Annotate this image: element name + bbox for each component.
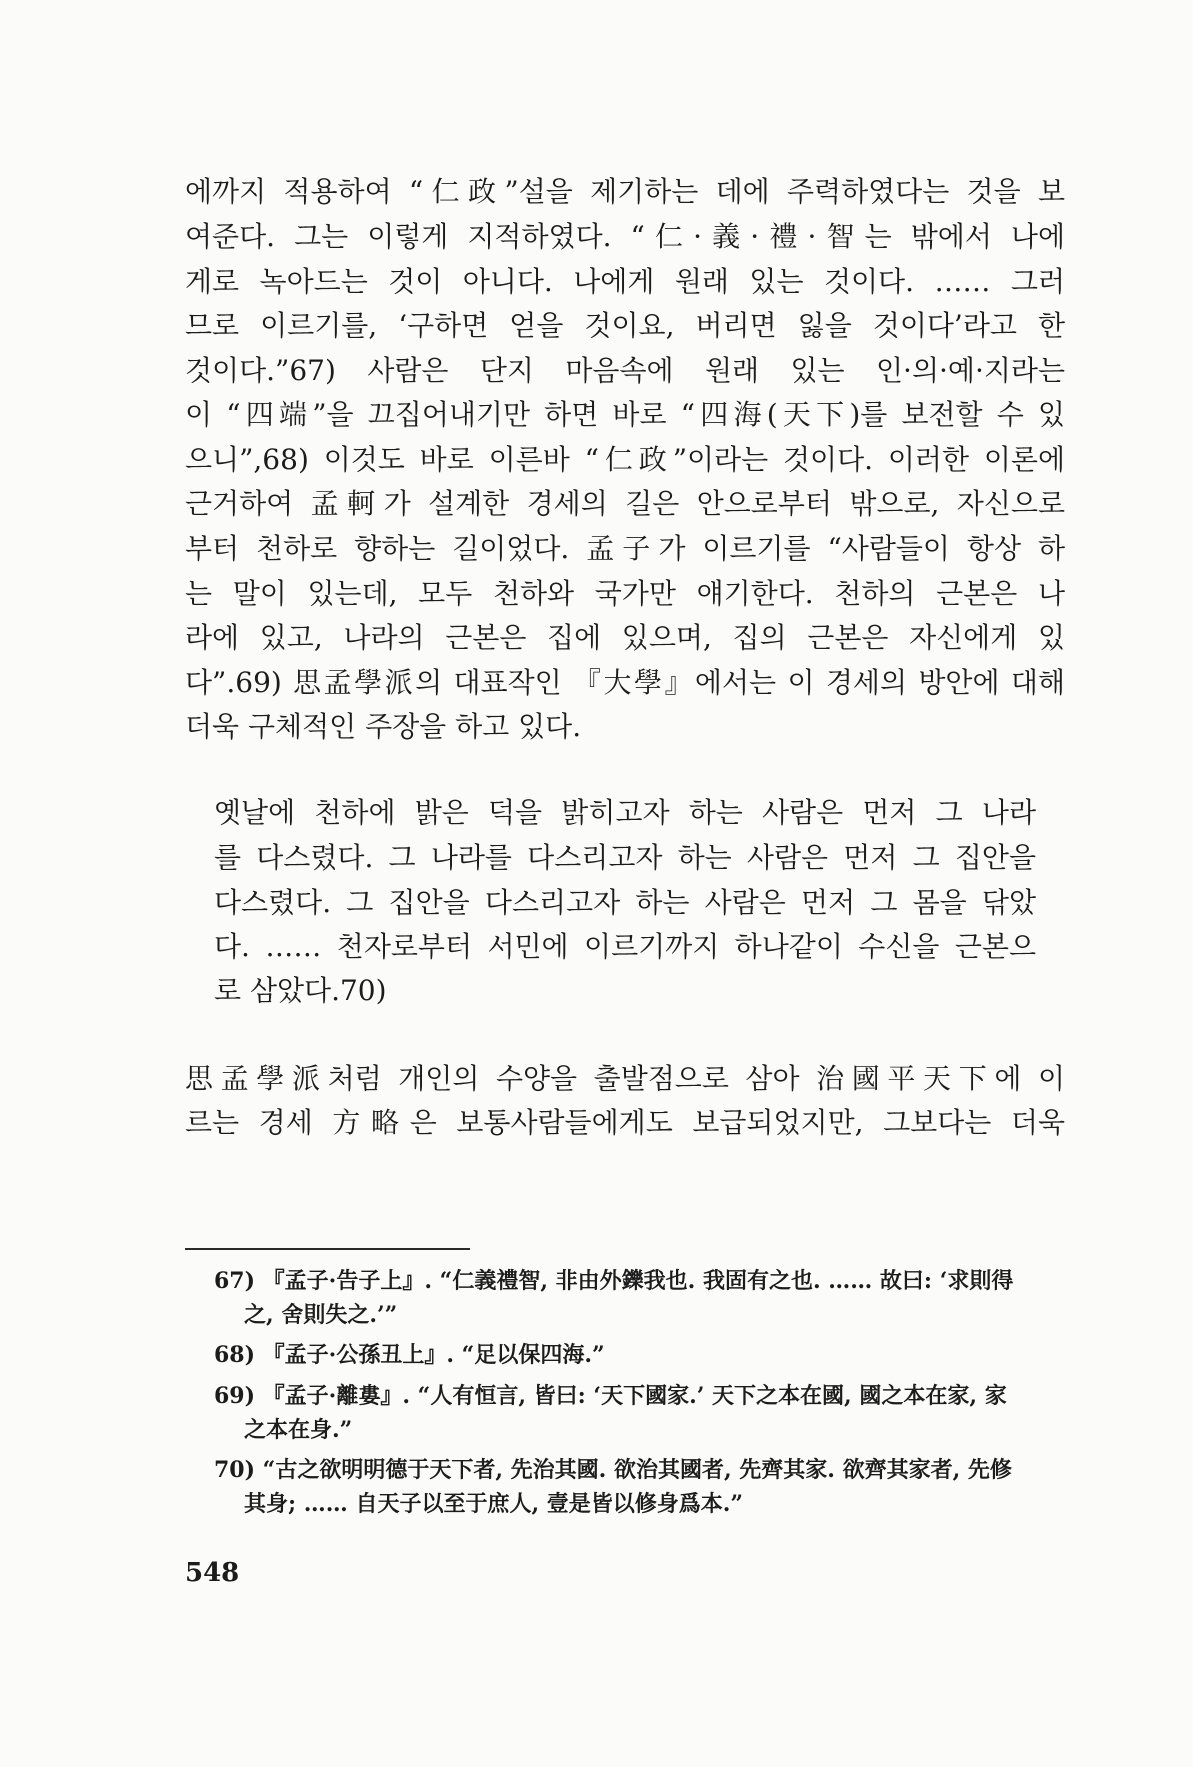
footnote-divider — [185, 1248, 470, 1250]
footnote-69-continued: 之本在身.” — [244, 1417, 353, 1443]
body-text-line: 이 “四端”을 끄집어내기만 하면 바로 “四海(天下)를 보전할 수 있 — [185, 398, 1065, 431]
footnote-67-continued: 之, 舍則失之.’” — [244, 1302, 398, 1328]
body-text-line: 르는 경세 方略은 보통사람들에게도 보급되었지만, 그보다는 더욱 — [185, 1106, 1065, 1139]
block-quote-line: 를 다스렸다. 그 나라를 다스리고자 하는 사람은 먼저 그 집안을 — [214, 841, 1036, 874]
body-text-line: 므로 이르기를, ‘구하면 얻을 것이요, 버리면 잃을 것이다’라고 한 — [185, 309, 1065, 342]
body-text-line: 것이다.”67) 사람은 단지 마음속에 원래 있는 인·의·예·지라는 — [185, 354, 1065, 387]
body-text-line: 라에 있고, 나라의 근본은 집에 있으며, 집의 근본은 자신에게 있 — [185, 621, 1065, 654]
footnote-70: 70) “古之欲明明德于天下者, 先治其國. 欲治其國者, 先齊其家. 欲齊其家者, 先修 — [214, 1457, 1012, 1483]
body-text-line: 는 말이 있는데, 모두 천하와 국가만 얘기한다. 천하의 근본은 나 — [185, 577, 1065, 610]
body-text-line: 여준다. 그는 이렇게 지적하였다. “仁·義·禮·智는 밖에서 나에 — [185, 220, 1065, 253]
footnote-69: 69) 『孟子·離婁』. “人有恒言, 皆曰: ‘天下國家.’ 天下之本在國, 國之本在家, 家 — [214, 1383, 1007, 1409]
footnote-70-continued: 其身; …… 自天子以至于庶人, 壹是皆以修身爲本.” — [244, 1491, 744, 1517]
block-quote-line: 로 삼았다.70) — [214, 974, 387, 1007]
body-text-line: 思孟學派처럼 개인의 수양을 출발점으로 삼아 治國平天下에 이 — [185, 1062, 1065, 1095]
body-text-line: 근거하여 孟軻가 설계한 경세의 길은 안으로부터 밖으로, 자신으로 — [185, 487, 1065, 520]
body-text-line: 부터 천하로 향하는 길이었다. 孟子가 이르기를 “사람들이 항상 하 — [185, 532, 1065, 565]
body-text-line: 으니”,68) 이것도 바로 이른바 “仁政”이라는 것이다. 이러한 이론에 — [185, 443, 1065, 476]
footnote-68: 68) 『孟子·公孫丑上』. “足以保四海.” — [214, 1342, 605, 1368]
block-quote-line: 옛날에 천하에 밝은 덕을 밝히고자 하는 사람은 먼저 그 나라 — [214, 796, 1036, 829]
block-quote-line: 다스렸다. 그 집안을 다스리고자 하는 사람은 먼저 그 몸을 닦았 — [214, 886, 1036, 919]
body-text-line: 더욱 구체적인 주장을 하고 있다. — [185, 710, 582, 743]
body-text-line: 다”.69) 思孟學派의 대표작인 『大學』에서는 이 경세의 방안에 대해 — [185, 666, 1065, 699]
body-text-line: 게로 녹아드는 것이 아니다. 나에게 원래 있는 것이다. …… 그러 — [185, 265, 1065, 298]
body-text-line: 에까지 적용하여 “仁政”설을 제기하는 데에 주력하였다는 것을 보 — [185, 175, 1065, 208]
page-number: 548 — [185, 1558, 240, 1588]
block-quote-line: 다. …… 천자로부터 서민에 이르기까지 하나같이 수신을 근본으 — [214, 930, 1036, 963]
footnote-67: 67) 『孟子·告子上』. “仁義禮智, 非由外鑠我也. 我固有之也. …… 故曰: ‘求則得 — [214, 1268, 1014, 1294]
